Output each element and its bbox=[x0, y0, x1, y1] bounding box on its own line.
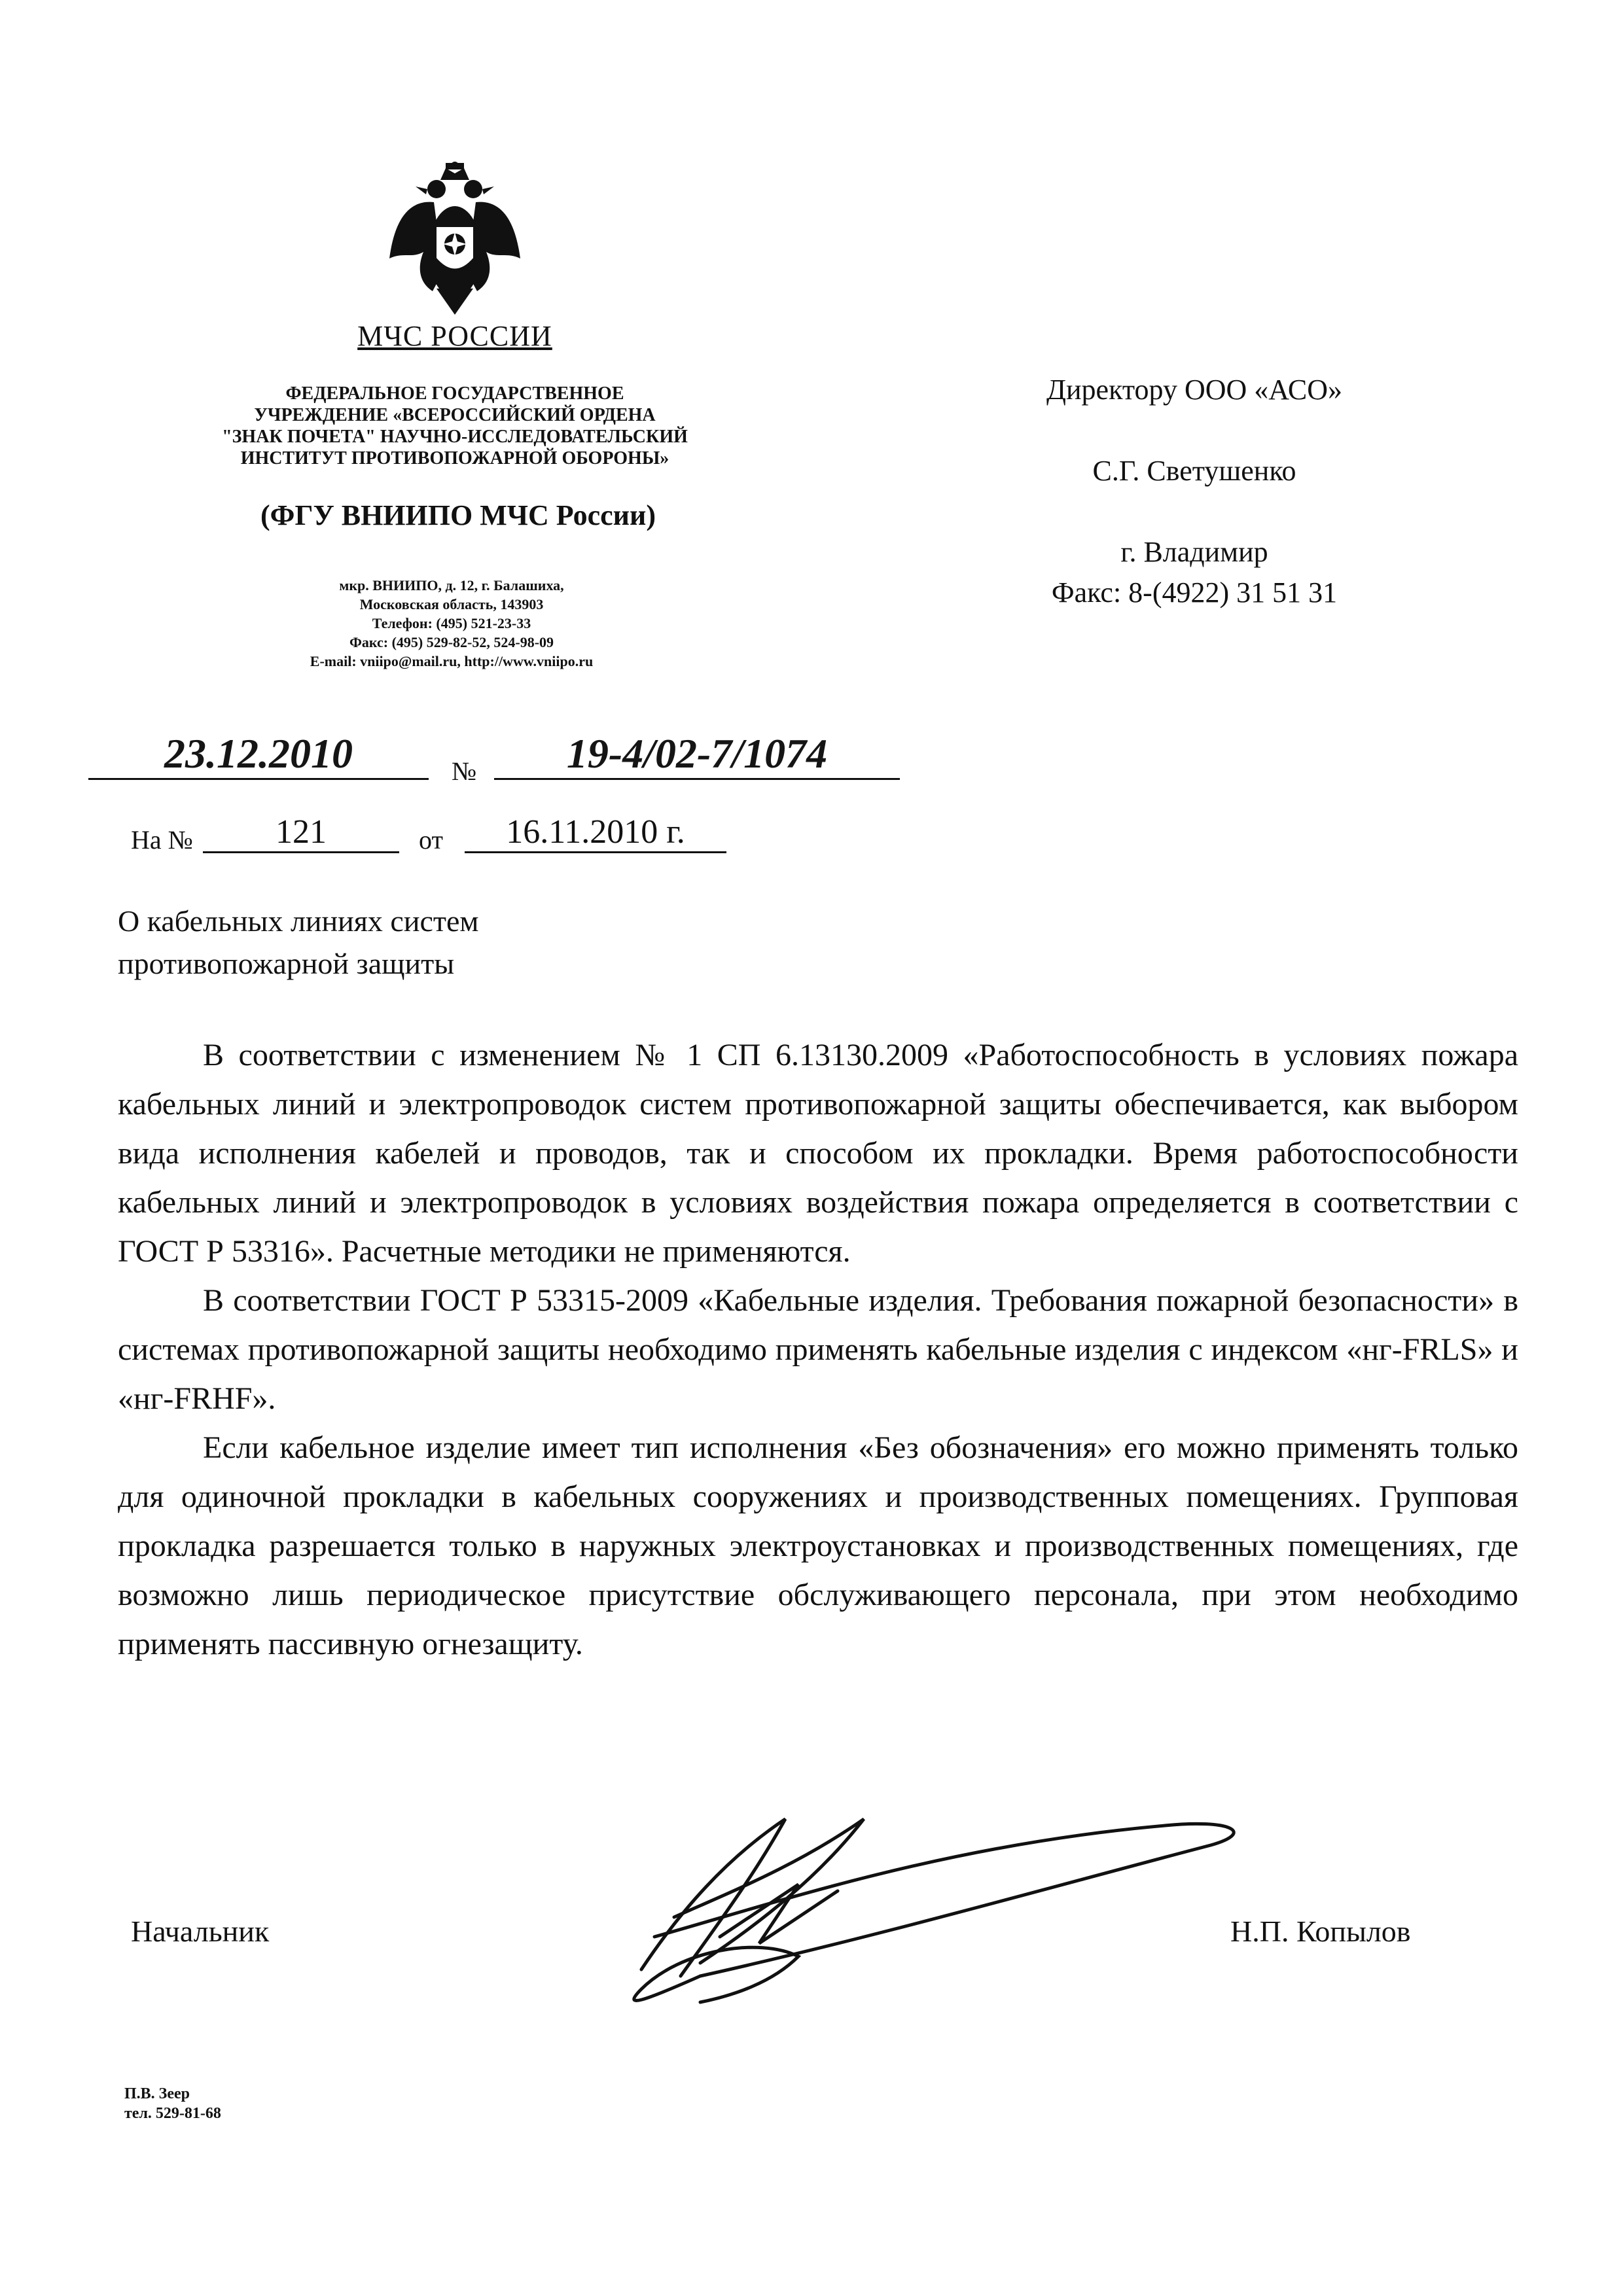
organization-full-name bbox=[147, 383, 762, 469]
executor-phone: тел. 529-81-68 bbox=[124, 2105, 221, 2122]
outgoing-date-handwritten: 23.12.2010 bbox=[88, 730, 429, 780]
addressee-block bbox=[949, 370, 1440, 613]
org-line: УЧРЕЖДЕНИЕ «ВСЕРОССИЙСКИЙ ОРДЕНА bbox=[254, 405, 656, 425]
executor-name: П.В. Зеер bbox=[124, 2085, 190, 2102]
executor-block bbox=[124, 2084, 221, 2123]
org-line: ФЕДЕРАЛЬНОЕ ГОСУДАРСТВЕННОЕ bbox=[285, 383, 624, 404]
incoming-date: 16.11.2010 г. bbox=[465, 813, 726, 853]
outgoing-number-handwritten: 19-4/02-7/1074 bbox=[494, 730, 900, 780]
outgoing-number-label: № bbox=[452, 756, 477, 786]
organization-short-name: (ФГУ ВНИИПО МЧС России) bbox=[260, 499, 656, 531]
addressee-title: Директору ООО «АСО» bbox=[1046, 374, 1342, 406]
incoming-reference bbox=[131, 813, 916, 865]
contact-fax: Факс: (495) 529-82-52, 524-98-09 bbox=[349, 634, 554, 650]
contact-email-web: E-mail: vniipo@mail.ru, http://www.vniipo.ru bbox=[310, 653, 594, 669]
org-line: "ЗНАК ПОЧЕТА" НАУЧНО-ИССЛЕДОВАТЕЛЬСКИЙ bbox=[222, 427, 688, 447]
letter-body bbox=[118, 1031, 1518, 1669]
body-paragraph: В соответствии ГОСТ Р 53315-2009 «Кабельные изделия. Требования пожарной безопасности» в системах противопожарной защиты необходимо применять кабельные изделия с индексом «нг-FRLS» и «нг-FRHF». bbox=[118, 1283, 1518, 1416]
handwritten-signature bbox=[602, 1806, 1270, 2015]
letter-subject bbox=[118, 900, 707, 985]
signatory-position: Начальник bbox=[131, 1915, 270, 1948]
contact-phone: Телефон: (495) 521-23-33 bbox=[372, 615, 531, 631]
addressee-name: С.Г. Светушенко bbox=[1092, 455, 1296, 487]
subject-line: противопожарной защиты bbox=[118, 947, 455, 980]
addressee-city: г. Владимир bbox=[1120, 536, 1268, 568]
incoming-number-label: На № bbox=[131, 825, 193, 855]
incoming-date-label: от bbox=[419, 825, 443, 855]
contact-block bbox=[124, 576, 779, 671]
subject-line: О кабельных линиях систем bbox=[118, 904, 479, 938]
eagle-emblem-icon bbox=[383, 160, 527, 317]
incoming-number: 121 bbox=[203, 813, 399, 853]
ministry-name: МЧС РОССИИ bbox=[357, 320, 552, 352]
addressee-fax: Факс: 8-(4922) 31 51 31 bbox=[1051, 576, 1338, 609]
org-line: ИНСТИТУТ ПРОТИВОПОЖАРНОЙ ОБОРОНЫ» bbox=[240, 448, 669, 468]
outgoing-registration bbox=[88, 730, 906, 795]
body-paragraph: В соответствии с изменением № 1 СП 6.13130.2009 «Работоспособность в условиях пожара кабельных линий и электропроводок систем противопожарной защиты обеспечивается, как выбором вида исполнения кабелей и проводов, так и способом их прокладки. Время работоспособности кабельных линий и электропроводок в условиях воздействия пожара определяется в соответствии с ГОСТ Р 53316». Расчетные методики не применяются. bbox=[118, 1038, 1518, 1269]
body-paragraph: Если кабельное изделие имеет тип исполнения «Без обозначения» его можно применять только для одиночной прокладки в кабельных сооружениях и производственных помещениях. Групповая прокладка разрешается только в наружных электроустановках и производственных помещениях, где возможно лишь периодическое присутствие обслуживающего персонала, при этом необходимо применять пассивную огнезащиту. bbox=[118, 1430, 1518, 1661]
contact-address: мкр. ВНИИПО, д. 12, г. Балашиха, bbox=[339, 577, 564, 593]
contact-region: Московская область, 143903 bbox=[359, 596, 544, 612]
signatory-name: Н.П. Копылов bbox=[1230, 1915, 1411, 1948]
